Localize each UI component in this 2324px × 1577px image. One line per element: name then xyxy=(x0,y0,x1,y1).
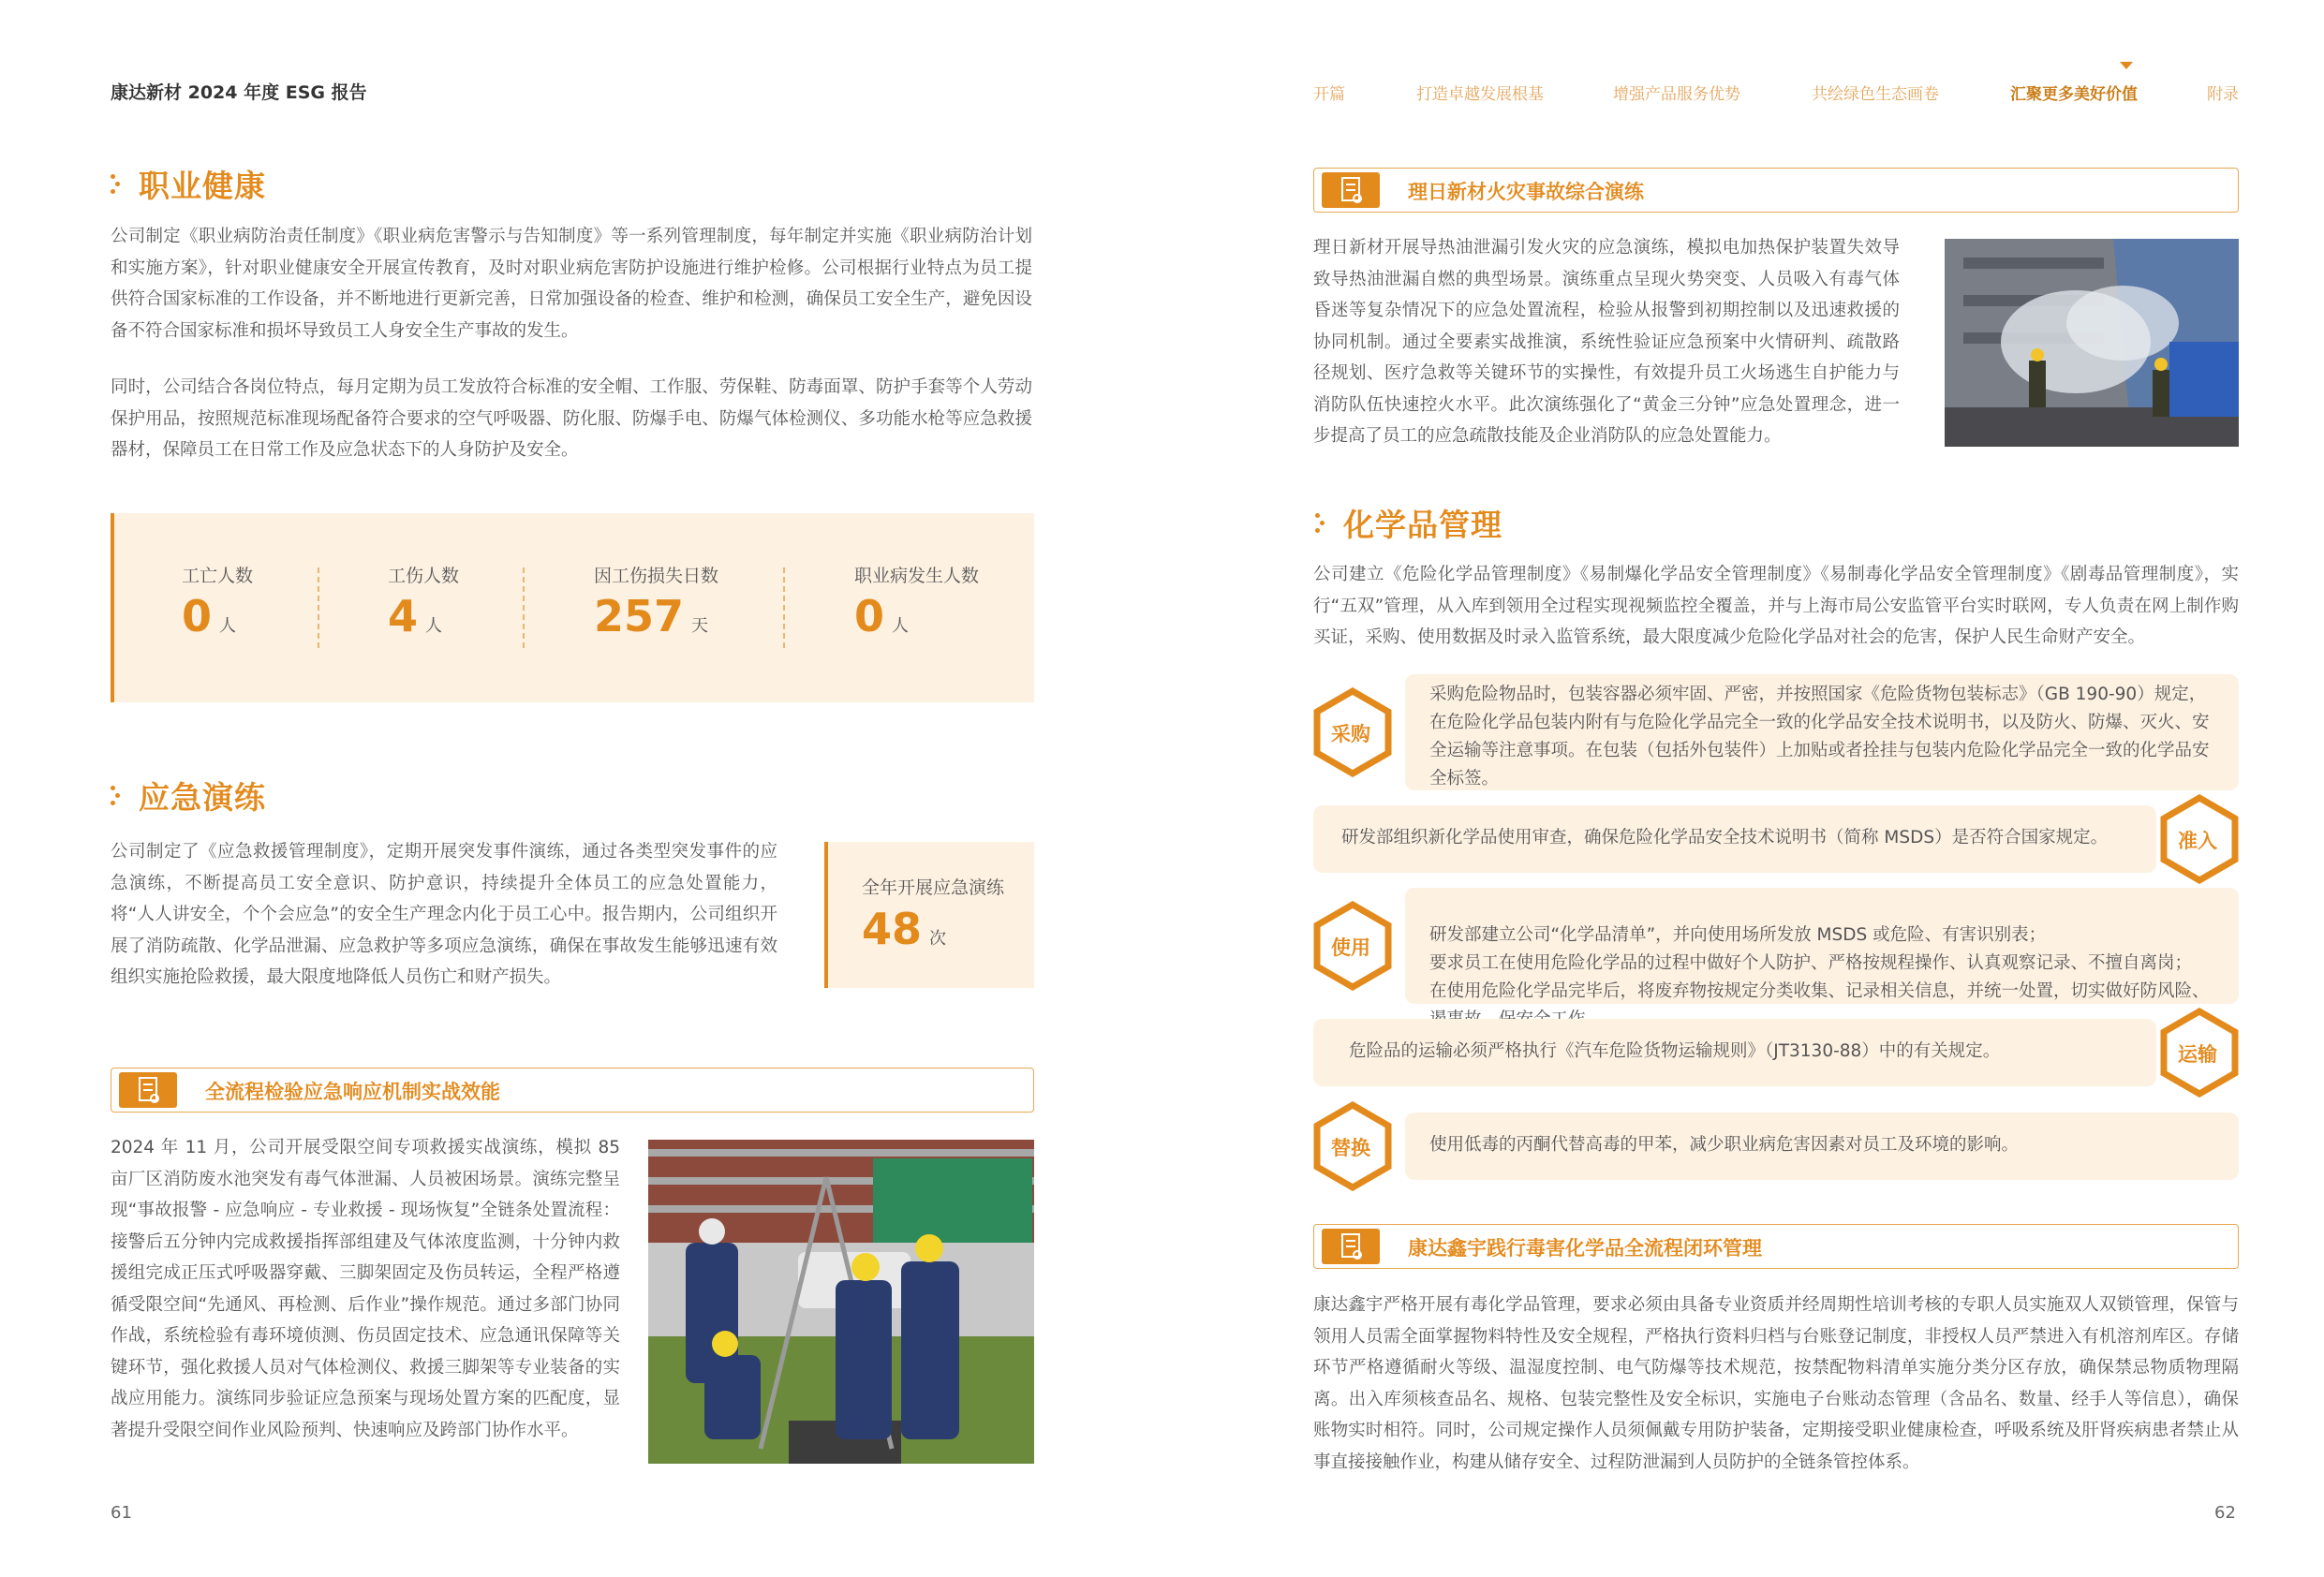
stat-label: 工伤人数 xyxy=(388,566,460,586)
step-box-substitution xyxy=(1405,1113,2239,1180)
stat-unit: 人 xyxy=(892,616,910,636)
fire-drill-photo xyxy=(1945,239,2239,447)
section-dots-icon xyxy=(1315,510,1325,536)
stat-unit: 人 xyxy=(219,616,237,636)
divider xyxy=(783,567,785,648)
occupational-paragraph-1: 公司制定《职业病防治责任制度》《职业病危害警示与告知制度》等一系列管理制度，每年制定并实施《职业病防治计划和实施方案》，针对职业健康安全开展宣传教育，及时对职业病危害防护设施进行维护检修。公司根据行业特点为员工提供符合国家标准的工作设备，并不断地进行更新完善，日常加强设备的检查、维护和检测，确保员工安全生产，避免因设备不符合国家标准和损坏导致员工人身安全生产事故的发生。 xyxy=(111,227,1032,341)
case-bar-fire-drill xyxy=(1313,168,2239,213)
stat-value: 0 xyxy=(182,591,213,641)
page-number: 61 xyxy=(111,1503,132,1523)
report-title: 康达新材 2024 年度 ESG 报告 xyxy=(111,82,367,103)
case-title: 理日新材火灾事故综合演练 xyxy=(1408,181,1644,203)
stat-label: 因工伤损失日数 xyxy=(594,566,719,586)
step-label: 准入 xyxy=(2178,830,2217,852)
hex-badge-transport xyxy=(2160,1008,2239,1101)
stat-label: 职业病发生人数 xyxy=(854,566,980,586)
stat-unit: 天 xyxy=(691,616,709,636)
page-number: 62 xyxy=(2214,1503,2236,1523)
divider xyxy=(318,567,319,648)
step-box-usage xyxy=(1405,888,2239,1004)
hex-badge-substitution xyxy=(1313,1101,1392,1195)
step-label: 替换 xyxy=(1331,1137,1370,1159)
case2-paragraph: 理日新材开展导热油泄漏引发火灾的应急演练，模拟电加热保护装置失效导致导热油泄漏自燃的典型场景。演练重点呈现火势突变、人员吸入有毒气体昏迷等复杂情况下的应急处置流程，检验从报警到初期控制以及迅速救援的协同机制。通过全要素实战推演，系统性验证应急预案中火情研判、疏散路径规划、医疗急救等关键环节的实操性，有效提升员工火场逃生自护能力与消防队伍快速控火水平。此次演练强化了“黄金三分钟”应急处置理念，进一步提高了员工的应急疏散技能及企业消防队的应急处置能力。 xyxy=(1313,238,1900,446)
step-text: 研发部组织新化学品使用审查，确保危险化学品安全技术说明书（简称 MSDS）是否符合国家规定。 xyxy=(1341,828,2109,847)
step-text: 研发部建立公司“化学品清单”，并向使用场所发放 MSDS 或危险、有害识别表； 要求员工在使用危险化学品的过程中做好个人防护、严格按规程操作、认真观察记录、不擅自离岗； 在使用危险化学品完毕后，将废弃物按规定分类收集、记录相关信息，并统一处置，切实做好防风险、 xyxy=(1429,925,2210,1001)
chemical-paragraph: 公司建立《危险化学品管理制度》《易制爆化学品安全管理制度》《易制毒化学品安全管理制度》《剧毒品管理制度》，实行“五双”管理，从入库到领用全过程实现视频监控全覆盖，并与上海市局公安监管平台实时联网，专人负责在网上制作购买证，采购、使用数据及时录入监管系统，最大限度减少危险化学品对社会的危害，保护人民生命财产安全。 xyxy=(1313,565,2239,647)
occupational-stats-panel xyxy=(111,513,1034,702)
stat-value: 257 xyxy=(594,591,685,641)
step-label: 采购 xyxy=(1331,723,1370,745)
case-bar-emergency-response xyxy=(111,1068,1034,1113)
stat-occupational-disease xyxy=(854,562,979,641)
section-dots-icon xyxy=(111,783,120,808)
section-title-occupational-health: 职业健康 xyxy=(139,168,266,204)
step-text: 危险品的运输必须严格执行《汽车危险货物运输规则》（JT3130-88）中的有关规定。 xyxy=(1349,1041,2001,1061)
nav-active-marker-icon xyxy=(2120,62,2133,69)
case-title: 康达鑫宇践行毒害化学品全流程闭环管理 xyxy=(1408,1237,1762,1260)
nav-item-foundation[interactable]: 打造卓越发展根基 xyxy=(1416,85,1544,104)
stat-value: 48 xyxy=(862,904,923,954)
document-icon xyxy=(1322,1229,1380,1264)
confined-space-rescue-photo xyxy=(648,1140,1034,1464)
drill-paragraph: 公司制定了《应急救援管理制度》，定期开展突发事件演练，通过各类型突发事件的应急演练，不断提高员工安全意识、防护意识，持续提升全体员工的应急处置能力，将“人人讲安全，个个会应急”的安全生产理念内化于员工心中。报告期内，公司组织开展了消防疏散、化学品泄漏、应急救护等多项应急演练，确保在事故发生能够迅速有效组织实施抢险救援，最大限度地降低人员伤亡和财产损失。 xyxy=(111,842,777,987)
nav-item-opening[interactable]: 开篇 xyxy=(1313,85,1345,104)
nav-item-value[interactable]: 汇聚更多美好价值 xyxy=(2010,85,2138,104)
stat-unit: 次 xyxy=(929,929,947,949)
case1-paragraph: 2024 年 11 月，公司开展受限空间专项救援实战演练，模拟 85 亩厂区消防废水池突发有毒气体泄漏、人员被困场景。演练完整呈现“事故报警 - 应急响应 - 专业救援 - 现场恢复”全链条处置流程：接警后五分钟内完成救援指挥部组建及气体浓度监测，十分钟内救援组完成正压式呼吸器穿戴、三脚架固定及伤员转运，全程严格遵循受限空间“先通风、再检测、后作业”操作规范。通过多部门协同作战，系统检验有毒环境侦测、伤员固定技术、应急通讯保障等关键环节，强化救援人员对气体检测仪、救援三脚架等专业装备的实战应用能力。演练同步验证应急预案与现场处置方案的匹配度，显著提升受限空间作业风险预判、快速响应及跨部门协作水平。 xyxy=(111,1138,620,1440)
step-label: 使用 xyxy=(1331,936,1370,959)
nav-item-product[interactable]: 增强产品服务优势 xyxy=(1613,85,1740,104)
case-bar-toxic-chemicals xyxy=(1313,1224,2239,1269)
stat-label: 工亡人数 xyxy=(182,566,254,586)
hex-badge-purchase xyxy=(1313,687,1392,781)
section-title-chemical-management: 化学品管理 xyxy=(1343,507,1502,543)
stat-lost-days xyxy=(594,562,718,641)
nav-item-green[interactable]: 共绘绿色生态画卷 xyxy=(1812,85,1939,104)
case-title: 全流程检验应急响应机制实战效能 xyxy=(205,1081,500,1103)
step-text: 采购危险物品时，包装容器必须牢固、严密，并按照国家《危险货物包装标志》（GB 190-90）规定，在危险化学品包装内附有与危险化学品完全一致的化学品安全技术说明书，以及防火、防爆、灭火、安全运输等注意事项。在包装（包括外包装件）上加贴或者拴挂与包装内危险化学品完全一致的化学品安全标签。 xyxy=(1429,685,2210,788)
document-icon xyxy=(119,1072,177,1108)
stat-value: 4 xyxy=(388,591,419,641)
stat-fatalities xyxy=(182,562,253,641)
hex-badge-usage xyxy=(1313,901,1392,995)
step-box-transport xyxy=(1313,1019,2156,1086)
case3-paragraph: 康达鑫宇严格开展有毒化学品管理，要求必须由具备专业资质并经周期性培训考核的专职人员实施双人双锁管理，保管与领用人员需全面掌握物料特性及安全规程，严格执行资料归档与台账登记制度，非授权人员严禁进入有机溶剂库区。存储环节严格遵循耐火等级、温湿度控制、电气防爆等技术规范，按禁配物料清单实施分类分区存放，确保禁忌物质物理隔离。出入库须核查品名、规格、包装完整性及安全标识，实施电子台账动态管理（含品名、数量、经手人等信息），确保账物实时相符。同时，公司规定操作人员须佩戴专用防护装备，定期接受职业健康检查，呼吸系统及肝肾疾病患者禁止从事直接接触作业，构建从储存安全、过程防泄漏到人员防护的全链条管控体系。 xyxy=(1313,1295,2239,1472)
step-box-admission xyxy=(1313,805,2156,873)
step-box-purchase xyxy=(1405,674,2239,790)
occupational-paragraph-2: 同时，公司结合各岗位特点，每月定期为员工发放符合标准的安全帽、工作服、劳保鞋、防毒面罩、防护手套等个人劳动保护用品，按照规范标准现场配备符合要求的空气呼吸器、防化服、防爆手电、防爆气体检测仪、多功能水枪等应急救援器材，保障员工在日常工作及应急状态下的人身防护及安全。 xyxy=(111,377,1032,460)
stat-label: 全年开展应急演练 xyxy=(862,877,1005,898)
section-dots-icon xyxy=(111,171,120,197)
hex-badge-admission xyxy=(2160,794,2239,888)
step-text: 使用低毒的丙酮代替高毒的甲苯，减少职业病危害因素对员工及环境的影响。 xyxy=(1429,1135,2020,1155)
drill-stat-panel xyxy=(824,842,1034,988)
divider xyxy=(523,567,525,648)
step-label: 运输 xyxy=(2178,1043,2217,1066)
stat-value: 0 xyxy=(854,591,885,641)
section-title-emergency-drill: 应急演练 xyxy=(139,779,266,816)
stat-injuries xyxy=(388,562,459,641)
stat-unit: 人 xyxy=(425,616,443,636)
nav-item-appendix[interactable]: 附录 xyxy=(2207,85,2239,104)
document-icon xyxy=(1322,172,1380,208)
